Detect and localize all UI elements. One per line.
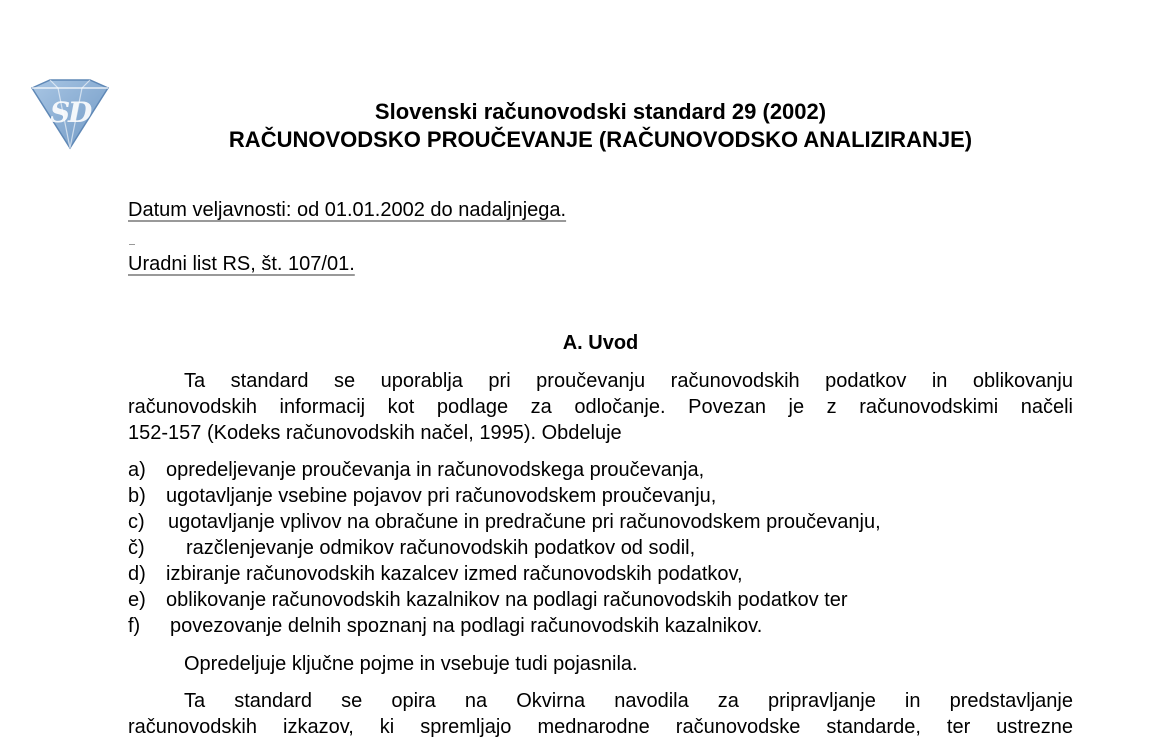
basis-paragraph	[128, 688, 1073, 740]
list-marker: a)	[128, 459, 146, 481]
divider-mark	[129, 244, 135, 245]
list-marker: d)	[128, 563, 146, 585]
list-item-text: oblikovanje računovodskih kazalnikov na podlagi računovodskih podatkov ter	[166, 589, 848, 611]
list-item	[128, 457, 1073, 483]
list-item-text: ugotavljanje vplivov na obračune in predračune pri računovodskem proučevanju,	[168, 511, 881, 533]
list-item	[128, 509, 1073, 535]
list-item-text: izbiranje računovodskih kazalcev izmed računovodskih podatkov,	[166, 563, 743, 585]
concepts-paragraph: Opredeljuje ključne pojme in vsebuje tudi pojasnila.	[184, 653, 638, 675]
list-marker: č)	[128, 537, 145, 559]
list-item	[128, 483, 1073, 509]
basis-line: računovodskih izkazov, ki spremljajo mednarodne računovodske standarde, ter ustrezne	[128, 716, 1073, 738]
intro-line: Ta standard se uporablja pri proučevanju računovodskih podatkov in oblikovanju	[184, 370, 1073, 392]
list-item	[128, 587, 1073, 613]
list-item-text: opredeljevanje proučevanja in računovodskega proučevanja,	[166, 459, 705, 481]
list-item-text: ugotavljanje vsebine pojavov pri računovodskem proučevanju,	[166, 485, 717, 507]
list-item	[128, 535, 1073, 561]
sd-diamond-logo-icon	[28, 78, 112, 150]
title-standard: Slovenski računovodski standard 29 (2002)	[374, 99, 827, 124]
intro-line: računovodskih informacij kot podlage za odločanje. Povezan je z računovodskimi načeli	[128, 396, 1073, 418]
svg-text:S: S	[50, 96, 71, 129]
list-marker: e)	[128, 589, 146, 611]
section-heading: A. Uvod	[562, 332, 639, 354]
intro-paragraph	[128, 368, 1073, 446]
validity-date-link[interactable]: Datum veljavnosti: od 01.01.2002 do nadaljnjega.	[128, 199, 567, 221]
list-item	[128, 561, 1073, 587]
list-marker: b)	[128, 485, 146, 507]
svg-text:D: D	[68, 96, 93, 129]
basis-line: Ta standard se opira na Okvirna navodila za pripravljanje in predstavljanje	[184, 690, 1073, 712]
list-item-text: povezovanje delnih spoznanj na podlagi računovodskih kazalnikov.	[170, 615, 763, 637]
sd-logo	[28, 78, 112, 150]
list-item	[128, 613, 1073, 639]
topics-list	[128, 457, 1073, 639]
list-item-text: razčlenjevanje odmikov računovodskih podatkov od sodil,	[186, 537, 696, 559]
title-subject: RAČUNOVODSKO PROUČEVANJE (RAČUNOVODSKO ANALIZIRANJE)	[228, 127, 973, 152]
intro-line: 152-157 (Kodeks računovodskih načel, 1995). Obdeluje	[128, 422, 622, 444]
official-gazette-link[interactable]: Uradni list RS, št. 107/01.	[128, 253, 355, 275]
document-title	[128, 98, 1073, 154]
list-marker: c)	[128, 511, 145, 533]
list-marker: f)	[128, 615, 141, 637]
